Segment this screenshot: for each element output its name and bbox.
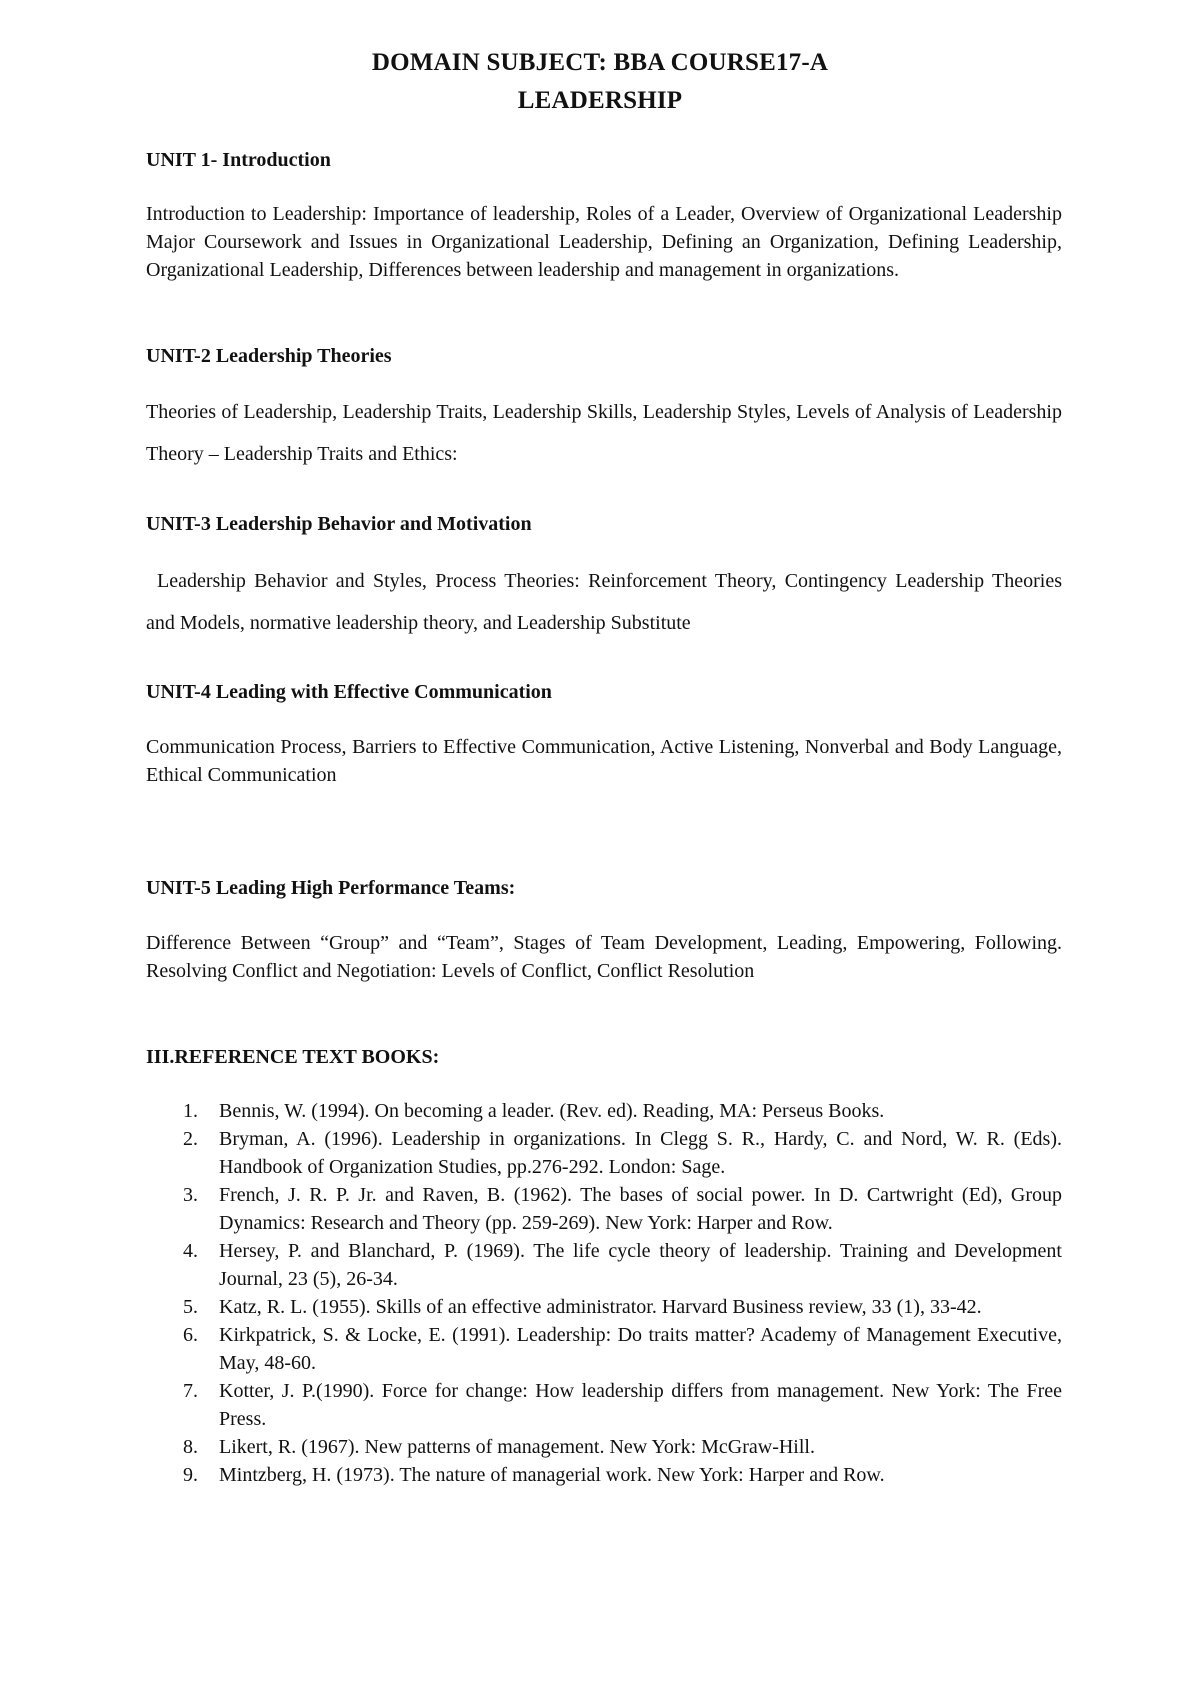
unit-4-heading: UNIT-4 Leading with Effective Communication (146, 681, 552, 703)
reference-number: 9. (183, 1464, 198, 1486)
reference-number: 5. (183, 1296, 198, 1318)
reference-text: French, J. R. P. Jr. and Raven, B. (1962). The bases of social power. In D. Cartwright (Ed), Group Dynamics: Research and Theory (pp. 259-269). New York: Harper and Row. (219, 1184, 1062, 1234)
reference-text: Katz, R. L. (1955). Skills of an effective administrator. Harvard Business review, 33 (1), 33-42. (219, 1296, 982, 1318)
reference-text: Hersey, P. and Blanchard, P. (1969). The life cycle theory of leadership. Training and Development Journal, 23 (5), 26-34. (219, 1240, 1062, 1290)
reference-item (146, 1433, 1062, 1461)
references-heading: III.REFERENCE TEXT BOOKS: (146, 1046, 440, 1068)
reference-number: 8. (183, 1436, 198, 1458)
unit-3-body: Leadership Behavior and Styles, Process Theories: Reinforcement Theory, Contingency Leadership Theories and Models, normative leadership theory, and Leadership Substitute (146, 570, 1062, 634)
unit-2-body: Theories of Leadership, Leadership Traits, Leadership Skills, Leadership Styles, Levels of Analysis of Leadership Theory – Leadership Traits and Ethics: (146, 401, 1062, 465)
unit-5-body: Difference Between “Group” and “Team”, Stages of Team Development, Leading, Empowering, Following. Resolving Conflict and Negotiation: Levels of Conflict, Conflict Resolution (146, 932, 1062, 982)
reference-item (146, 1377, 1062, 1433)
reference-number: 6. (183, 1324, 198, 1346)
reference-number: 1. (183, 1100, 198, 1122)
unit-3-heading: UNIT-3 Leadership Behavior and Motivation (146, 513, 532, 535)
reference-number: 2. (183, 1128, 198, 1150)
reference-number: 4. (183, 1240, 198, 1262)
reference-text: Kotter, J. P.(1990). Force for change: How leadership differs from management. New York: The Free Press. (219, 1380, 1062, 1430)
unit-1-body: Introduction to Leadership: Importance of leadership, Roles of a Leader, Overview of Organizational Leadership Major Coursework and Issues in Organizational Leadership, Defining an Organization, Defining Leadership, Organizational Leadership, Differences between leadership and management in organizations. (146, 203, 1062, 281)
reference-text: Bryman, A. (1996). Leadership in organizations. In Clegg S. R., Hardy, C. and Nord, W. R. (Eds). Handbook of Organization Studies, pp.276-292. London: Sage. (219, 1128, 1062, 1178)
reference-item (146, 1097, 1062, 1125)
reference-item (146, 1237, 1062, 1293)
unit-5-heading: UNIT-5 Leading High Performance Teams: (146, 877, 516, 899)
reference-text: Bennis, W. (1994). On becoming a leader. (Rev. ed). Reading, MA: Perseus Books. (219, 1100, 885, 1122)
reference-item (146, 1181, 1062, 1237)
unit-1-heading: UNIT 1- Introduction (146, 149, 331, 171)
reference-item (146, 1461, 1062, 1489)
document-title-line2: LEADERSHIP (517, 87, 683, 114)
reference-number: 3. (183, 1184, 198, 1206)
document-title-line1: DOMAIN SUBJECT: BBA COURSE17-A (371, 49, 829, 76)
reference-item (146, 1293, 1062, 1321)
unit-4-body: Communication Process, Barriers to Effective Communication, Active Listening, Nonverbal and Body Language, Ethical Communication (146, 736, 1062, 786)
unit-2-heading: UNIT-2 Leadership Theories (146, 345, 392, 367)
reference-text: Kirkpatrick, S. & Locke, E. (1991). Leadership: Do traits matter? Academy of Management Executive, May, 48-60. (219, 1324, 1062, 1374)
reference-number: 7. (183, 1380, 198, 1402)
reference-item (146, 1125, 1062, 1181)
reference-item (146, 1321, 1062, 1377)
reference-text: Mintzberg, H. (1973). The nature of managerial work. New York: Harper and Row. (219, 1464, 885, 1486)
reference-text: Likert, R. (1967). New patterns of management. New York: McGraw-Hill. (219, 1436, 815, 1458)
references-list (146, 1097, 1062, 1489)
